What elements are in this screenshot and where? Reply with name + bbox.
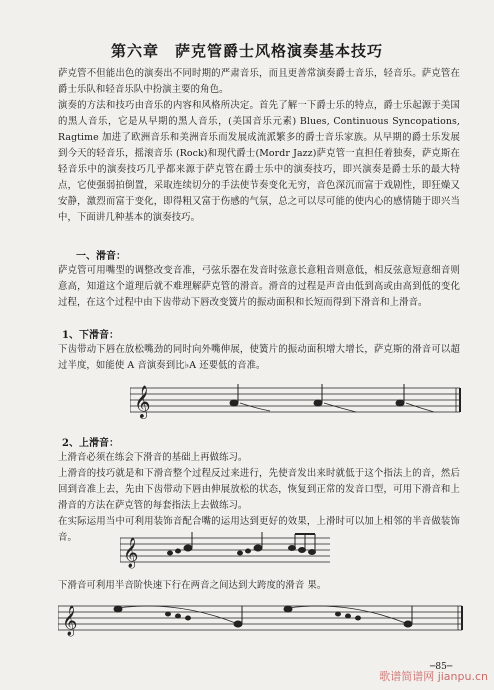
paragraph-downward-slide: 下齿带动下唇在放松嘴劲的同时向外嘴伸展，使簧片的振动面积增大增长，萨克斯的滑音可以超过半度，如能使 A 音演奏到比♭A 还要低的音准。 bbox=[58, 344, 460, 371]
music-staff-chromatic-slide bbox=[58, 594, 478, 638]
music-staff-downward-slide bbox=[130, 378, 472, 424]
music-staff-ornament bbox=[120, 530, 350, 572]
paragraph-upward-slide-basis: 上滑音必须在练会下滑音的基础上再做练习。 bbox=[58, 452, 248, 463]
paragraph-ornament: 在实际运用当中可利用装饰音配合嘴的运用达到更好的效果，上滑时可以加上相邻的半音做装饰音。 bbox=[58, 516, 460, 543]
treble-clef-icon: 𝄞 bbox=[123, 538, 139, 568]
treble-clef-icon: 𝄞 bbox=[62, 606, 78, 636]
chapter-title bbox=[0, 40, 494, 61]
paragraph-chromatic-slide: 下滑音可利用半音阶快速下行在两音之间达到大跨度的滑音 果。 bbox=[58, 580, 327, 591]
page-number: ─85─ bbox=[430, 662, 453, 672]
paragraph-jazz-features: 演奏的方法和技巧由音乐的内容和风格所决定。首先了解一下爵士乐的特点，爵士乐起源于美国的黑人音乐，它是从早期的黑人音乐，(美国音乐元素) Blues, Continuous Syncopations, Ragtime 加进了欧洲音乐和美洲音乐而发展成流派繁多的爵士音乐家族。从早期的爵士乐发展到今天的轻音乐，摇滚音乐 (Rock)和现代爵士(Mordr Jazz)萨克管一直担任着独奏，萨克斯在轻音乐中的演奏技巧几乎都来源于萨克管在爵士乐中的演奏技巧，即兴演奏是爵士乐的最大特点，它使强弱拍倒置，采取连续切分的手法使节奏变化无穷，音色深沉而富于戏剧性，即狂燥又安静，激烈而富于变化，即得粗又富于伤感的气氛，总之可以尽可能的使内心的感情随于即兴当中，下面讲几种基本的演奏技巧。 bbox=[58, 100, 460, 223]
treble-clef-icon: 𝄞 bbox=[134, 385, 151, 418]
subheading-upward-slide: 2、上滑音： bbox=[62, 438, 119, 449]
subheading-downward-slide: 1、下滑音： bbox=[62, 330, 119, 341]
paragraph-glissando: 萨克管可用嘴型的调整改变音准，弓弦乐器在发音时弦意长意粗音则意低，相反弦意短意细音则意高，知道这个道理后就不难理解萨克管的滑音。滑音的过程是声音由低到高或由高到低的变化过程，在这个过程中由下齿带动下唇改变簧片的振动面积和长短而得到下滑音和上滑音。 bbox=[58, 265, 460, 308]
section-heading-glissando: 一、滑音： bbox=[76, 251, 126, 262]
site-watermark: 歌谱简谱网 jianpu.cn bbox=[379, 670, 488, 683]
paragraph-upward-slide-technique: 上滑音的技巧就是和下滑音整个过程反过来进行，先使音发出来时就低于这个指法上的音，然后回到音准上去，先由下齿带动下唇由伸展放松的状态，恢复到正常的发音口型，可用下滑音和上滑音的方法在萨克管的每套指法上去做练习。 bbox=[58, 468, 460, 511]
chapter-number: 第六章 bbox=[110, 42, 159, 60]
paragraph-intro: 萨克管不但能出色的演奏出不同时期的严肃音乐，而且更善常演奏爵士音乐，轻音乐。萨克管在爵士乐队和轻音乐队中扮演主要的角色。 bbox=[58, 68, 460, 95]
chapter-title-text: 萨克管爵士风格演奏基本技巧 bbox=[175, 42, 384, 60]
